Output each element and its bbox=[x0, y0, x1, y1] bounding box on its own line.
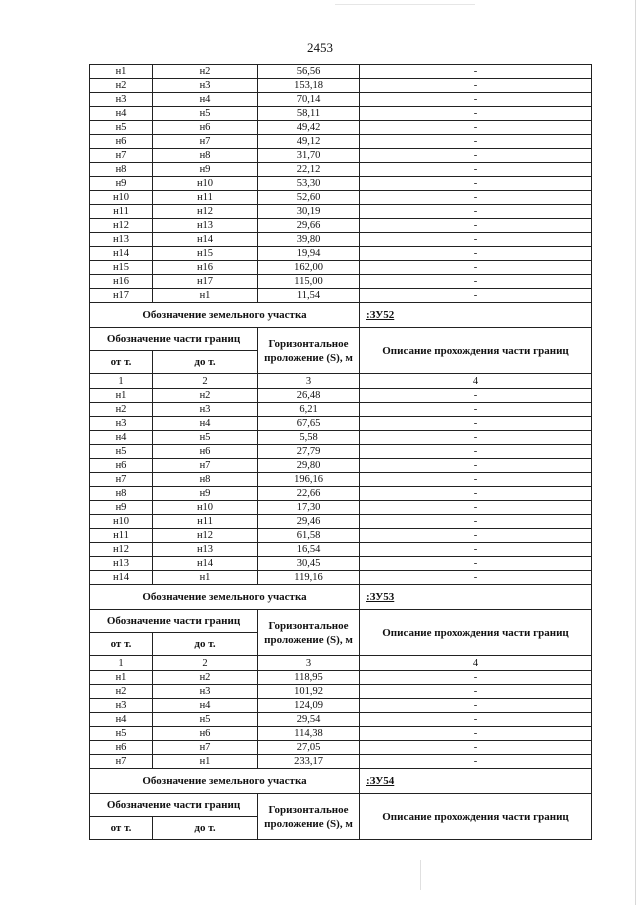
description-cell: - bbox=[360, 205, 592, 219]
from-point-header: от т. bbox=[90, 633, 153, 656]
distance-cell: 56,56 bbox=[258, 65, 360, 79]
to-point-cell: н15 bbox=[153, 247, 258, 261]
distance-cell: 6,21 bbox=[258, 403, 360, 417]
from-point-cell: н6 bbox=[90, 459, 153, 473]
description-cell: - bbox=[360, 755, 592, 769]
distance-cell: 233,17 bbox=[258, 755, 360, 769]
distance-cell: 115,00 bbox=[258, 275, 360, 289]
distance-cell: 29,46 bbox=[258, 515, 360, 529]
distance-cell: 16,54 bbox=[258, 543, 360, 557]
distance-cell: 31,70 bbox=[258, 149, 360, 163]
description-cell: - bbox=[360, 163, 592, 177]
description-cell: - bbox=[360, 247, 592, 261]
horizontal-distance-header: Горизонтальное проложение (S), м bbox=[258, 794, 360, 840]
description-cell: - bbox=[360, 389, 592, 403]
distance-cell: 67,65 bbox=[258, 417, 360, 431]
table-row bbox=[90, 487, 592, 501]
boundary-table-body bbox=[90, 65, 592, 840]
description-cell: - bbox=[360, 93, 592, 107]
to-point-cell: н14 bbox=[153, 557, 258, 571]
description-cell: - bbox=[360, 191, 592, 205]
column-number-cell: 1 bbox=[90, 374, 153, 389]
distance-cell: 70,14 bbox=[258, 93, 360, 107]
to-point-cell: н2 bbox=[153, 389, 258, 403]
to-point-cell: н7 bbox=[153, 135, 258, 149]
from-point-cell: н3 bbox=[90, 93, 153, 107]
to-point-header: до т. bbox=[153, 351, 258, 374]
from-point-cell: н17 bbox=[90, 289, 153, 303]
parcel-designation-label: Обозначение земельного участка bbox=[90, 585, 360, 610]
distance-cell: 5,58 bbox=[258, 431, 360, 445]
description-cell: - bbox=[360, 233, 592, 247]
parcel-code: :ЗУ54 bbox=[360, 769, 592, 794]
distance-cell: 49,42 bbox=[258, 121, 360, 135]
description-header: Описание прохождения части границ bbox=[360, 610, 592, 656]
to-point-cell: н6 bbox=[153, 727, 258, 741]
to-point-cell: н5 bbox=[153, 107, 258, 121]
description-cell: - bbox=[360, 713, 592, 727]
to-point-cell: н8 bbox=[153, 473, 258, 487]
from-point-cell: н2 bbox=[90, 685, 153, 699]
from-point-cell: н5 bbox=[90, 445, 153, 459]
description-cell: - bbox=[360, 487, 592, 501]
to-point-cell: н13 bbox=[153, 219, 258, 233]
distance-cell: 26,48 bbox=[258, 389, 360, 403]
to-point-cell: н9 bbox=[153, 163, 258, 177]
table-row bbox=[90, 247, 592, 261]
distance-cell: 30,19 bbox=[258, 205, 360, 219]
distance-cell: 22,66 bbox=[258, 487, 360, 501]
table-row bbox=[90, 727, 592, 741]
distance-cell: 29,66 bbox=[258, 219, 360, 233]
table-row bbox=[90, 713, 592, 727]
parcel-code: :ЗУ53 bbox=[360, 585, 592, 610]
from-point-cell: н4 bbox=[90, 107, 153, 121]
distance-cell: 114,38 bbox=[258, 727, 360, 741]
distance-cell: 118,95 bbox=[258, 671, 360, 685]
table-row bbox=[90, 699, 592, 713]
distance-cell: 29,54 bbox=[258, 713, 360, 727]
header-row bbox=[90, 610, 592, 633]
distance-cell: 39,80 bbox=[258, 233, 360, 247]
from-point-cell: н6 bbox=[90, 135, 153, 149]
horizontal-distance-header: Горизонтальное проложение (S), м bbox=[258, 328, 360, 374]
description-cell: - bbox=[360, 79, 592, 93]
from-point-cell: н13 bbox=[90, 233, 153, 247]
distance-cell: 58,11 bbox=[258, 107, 360, 121]
scan-artifact-top bbox=[335, 4, 475, 5]
from-point-cell: н5 bbox=[90, 121, 153, 135]
to-point-cell: н12 bbox=[153, 205, 258, 219]
description-cell: - bbox=[360, 121, 592, 135]
column-number-row bbox=[90, 656, 592, 671]
description-cell: - bbox=[360, 219, 592, 233]
from-point-cell: н11 bbox=[90, 205, 153, 219]
distance-cell: 52,60 bbox=[258, 191, 360, 205]
boundary-table bbox=[89, 64, 592, 840]
table-row bbox=[90, 79, 592, 93]
table-row bbox=[90, 177, 592, 191]
to-point-cell: н9 bbox=[153, 487, 258, 501]
to-point-cell: н6 bbox=[153, 121, 258, 135]
to-point-cell: н10 bbox=[153, 177, 258, 191]
description-cell: - bbox=[360, 417, 592, 431]
from-point-cell: н14 bbox=[90, 247, 153, 261]
from-point-cell: н9 bbox=[90, 177, 153, 191]
description-cell: - bbox=[360, 459, 592, 473]
to-point-cell: н1 bbox=[153, 289, 258, 303]
from-point-cell: н11 bbox=[90, 529, 153, 543]
to-point-header: до т. bbox=[153, 633, 258, 656]
description-cell: - bbox=[360, 149, 592, 163]
table-row bbox=[90, 275, 592, 289]
table-row bbox=[90, 163, 592, 177]
description-cell: - bbox=[360, 261, 592, 275]
column-number-cell: 4 bbox=[360, 656, 592, 671]
table-row bbox=[90, 289, 592, 303]
to-point-cell: н11 bbox=[153, 515, 258, 529]
distance-cell: 101,92 bbox=[258, 685, 360, 699]
description-cell: - bbox=[360, 557, 592, 571]
column-number-cell: 4 bbox=[360, 374, 592, 389]
description-cell: - bbox=[360, 685, 592, 699]
description-cell: - bbox=[360, 403, 592, 417]
from-point-cell: н6 bbox=[90, 741, 153, 755]
to-point-cell: н4 bbox=[153, 93, 258, 107]
from-point-cell: н13 bbox=[90, 557, 153, 571]
from-point-cell: н2 bbox=[90, 79, 153, 93]
from-point-cell: н4 bbox=[90, 713, 153, 727]
to-point-cell: н2 bbox=[153, 65, 258, 79]
from-point-cell: н1 bbox=[90, 65, 153, 79]
to-point-cell: н3 bbox=[153, 403, 258, 417]
horizontal-distance-header: Горизонтальное проложение (S), м bbox=[258, 610, 360, 656]
to-point-cell: н13 bbox=[153, 543, 258, 557]
table-row bbox=[90, 93, 592, 107]
to-point-cell: н2 bbox=[153, 671, 258, 685]
to-point-cell: н4 bbox=[153, 417, 258, 431]
table-row bbox=[90, 149, 592, 163]
distance-cell: 162,00 bbox=[258, 261, 360, 275]
table-row bbox=[90, 571, 592, 585]
to-point-cell: н6 bbox=[153, 445, 258, 459]
description-cell: - bbox=[360, 177, 592, 191]
parcel-designation-row bbox=[90, 585, 592, 610]
from-point-cell: н14 bbox=[90, 571, 153, 585]
description-header: Описание прохождения части границ bbox=[360, 794, 592, 840]
table-row bbox=[90, 501, 592, 515]
table-row bbox=[90, 403, 592, 417]
to-point-header: до т. bbox=[153, 817, 258, 840]
description-cell: - bbox=[360, 289, 592, 303]
table-row bbox=[90, 543, 592, 557]
header-row bbox=[90, 328, 592, 351]
distance-cell: 19,94 bbox=[258, 247, 360, 261]
from-point-cell: н7 bbox=[90, 149, 153, 163]
to-point-cell: н10 bbox=[153, 501, 258, 515]
description-cell: - bbox=[360, 135, 592, 149]
to-point-cell: н11 bbox=[153, 191, 258, 205]
distance-cell: 153,18 bbox=[258, 79, 360, 93]
distance-cell: 124,09 bbox=[258, 699, 360, 713]
table-row bbox=[90, 233, 592, 247]
to-point-cell: н16 bbox=[153, 261, 258, 275]
table-row bbox=[90, 431, 592, 445]
table-row bbox=[90, 65, 592, 79]
description-cell: - bbox=[360, 727, 592, 741]
description-cell: - bbox=[360, 543, 592, 557]
distance-cell: 61,58 bbox=[258, 529, 360, 543]
to-point-cell: н14 bbox=[153, 233, 258, 247]
distance-cell: 53,30 bbox=[258, 177, 360, 191]
from-point-header: от т. bbox=[90, 817, 153, 840]
distance-cell: 30,45 bbox=[258, 557, 360, 571]
from-point-cell: н4 bbox=[90, 431, 153, 445]
from-point-cell: н1 bbox=[90, 671, 153, 685]
from-point-cell: н2 bbox=[90, 403, 153, 417]
from-point-cell: н5 bbox=[90, 727, 153, 741]
description-cell: - bbox=[360, 107, 592, 121]
to-point-cell: н8 bbox=[153, 149, 258, 163]
description-cell: - bbox=[360, 501, 592, 515]
table-row bbox=[90, 121, 592, 135]
to-point-cell: н4 bbox=[153, 699, 258, 713]
from-point-cell: н10 bbox=[90, 191, 153, 205]
column-number-cell: 3 bbox=[258, 656, 360, 671]
header-row bbox=[90, 794, 592, 817]
description-cell: - bbox=[360, 445, 592, 459]
from-point-cell: н9 bbox=[90, 501, 153, 515]
description-cell: - bbox=[360, 65, 592, 79]
to-point-cell: н5 bbox=[153, 713, 258, 727]
description-cell: - bbox=[360, 275, 592, 289]
from-point-cell: н16 bbox=[90, 275, 153, 289]
distance-cell: 17,30 bbox=[258, 501, 360, 515]
description-header: Описание прохождения части границ bbox=[360, 328, 592, 374]
table-row bbox=[90, 261, 592, 275]
table-row bbox=[90, 107, 592, 121]
table-row bbox=[90, 417, 592, 431]
from-point-cell: н1 bbox=[90, 389, 153, 403]
scan-edge-line bbox=[635, 0, 636, 905]
to-point-cell: н17 bbox=[153, 275, 258, 289]
column-number-cell: 2 bbox=[153, 656, 258, 671]
column-number-cell: 3 bbox=[258, 374, 360, 389]
parcel-designation-row bbox=[90, 769, 592, 794]
table-row bbox=[90, 671, 592, 685]
from-point-cell: н10 bbox=[90, 515, 153, 529]
from-point-header: от т. bbox=[90, 351, 153, 374]
part-designation-header: Обозначение части границ bbox=[90, 610, 258, 633]
to-point-cell: н1 bbox=[153, 755, 258, 769]
distance-cell: 119,16 bbox=[258, 571, 360, 585]
to-point-cell: н3 bbox=[153, 79, 258, 93]
from-point-cell: н7 bbox=[90, 755, 153, 769]
description-cell: - bbox=[360, 473, 592, 487]
table-row bbox=[90, 135, 592, 149]
table-row bbox=[90, 219, 592, 233]
distance-cell: 11,54 bbox=[258, 289, 360, 303]
to-point-cell: н7 bbox=[153, 741, 258, 755]
description-cell: - bbox=[360, 671, 592, 685]
from-point-cell: н8 bbox=[90, 487, 153, 501]
description-cell: - bbox=[360, 741, 592, 755]
column-number-cell: 1 bbox=[90, 656, 153, 671]
table-row bbox=[90, 205, 592, 219]
from-point-cell: н12 bbox=[90, 543, 153, 557]
distance-cell: 196,16 bbox=[258, 473, 360, 487]
distance-cell: 27,05 bbox=[258, 741, 360, 755]
table-row bbox=[90, 529, 592, 543]
table-row bbox=[90, 557, 592, 571]
parcel-code: :ЗУ52 bbox=[360, 303, 592, 328]
to-point-cell: н1 bbox=[153, 571, 258, 585]
description-cell: - bbox=[360, 431, 592, 445]
distance-cell: 29,80 bbox=[258, 459, 360, 473]
parcel-designation-row bbox=[90, 303, 592, 328]
page-number: 2453 bbox=[307, 40, 333, 55]
distance-cell: 27,79 bbox=[258, 445, 360, 459]
description-cell: - bbox=[360, 515, 592, 529]
to-point-cell: н3 bbox=[153, 685, 258, 699]
part-designation-header: Обозначение части границ bbox=[90, 794, 258, 817]
table-row bbox=[90, 515, 592, 529]
from-point-cell: н7 bbox=[90, 473, 153, 487]
from-point-cell: н8 bbox=[90, 163, 153, 177]
from-point-cell: н12 bbox=[90, 219, 153, 233]
table-row bbox=[90, 445, 592, 459]
table-row bbox=[90, 389, 592, 403]
part-designation-header: Обозначение части границ bbox=[90, 328, 258, 351]
table-row bbox=[90, 191, 592, 205]
description-cell: - bbox=[360, 571, 592, 585]
column-number-cell: 2 bbox=[153, 374, 258, 389]
description-cell: - bbox=[360, 699, 592, 713]
table-row bbox=[90, 741, 592, 755]
from-point-cell: н3 bbox=[90, 699, 153, 713]
parcel-designation-label: Обозначение земельного участка bbox=[90, 769, 360, 794]
to-point-cell: н7 bbox=[153, 459, 258, 473]
to-point-cell: н12 bbox=[153, 529, 258, 543]
description-cell: - bbox=[360, 529, 592, 543]
column-number-row bbox=[90, 374, 592, 389]
table-row bbox=[90, 459, 592, 473]
parcel-designation-label: Обозначение земельного участка bbox=[90, 303, 360, 328]
from-point-cell: н3 bbox=[90, 417, 153, 431]
distance-cell: 49,12 bbox=[258, 135, 360, 149]
table-row bbox=[90, 755, 592, 769]
scan-artifact-bottom bbox=[420, 860, 421, 890]
distance-cell: 22,12 bbox=[258, 163, 360, 177]
table-row bbox=[90, 473, 592, 487]
table-row bbox=[90, 685, 592, 699]
to-point-cell: н5 bbox=[153, 431, 258, 445]
from-point-cell: н15 bbox=[90, 261, 153, 275]
